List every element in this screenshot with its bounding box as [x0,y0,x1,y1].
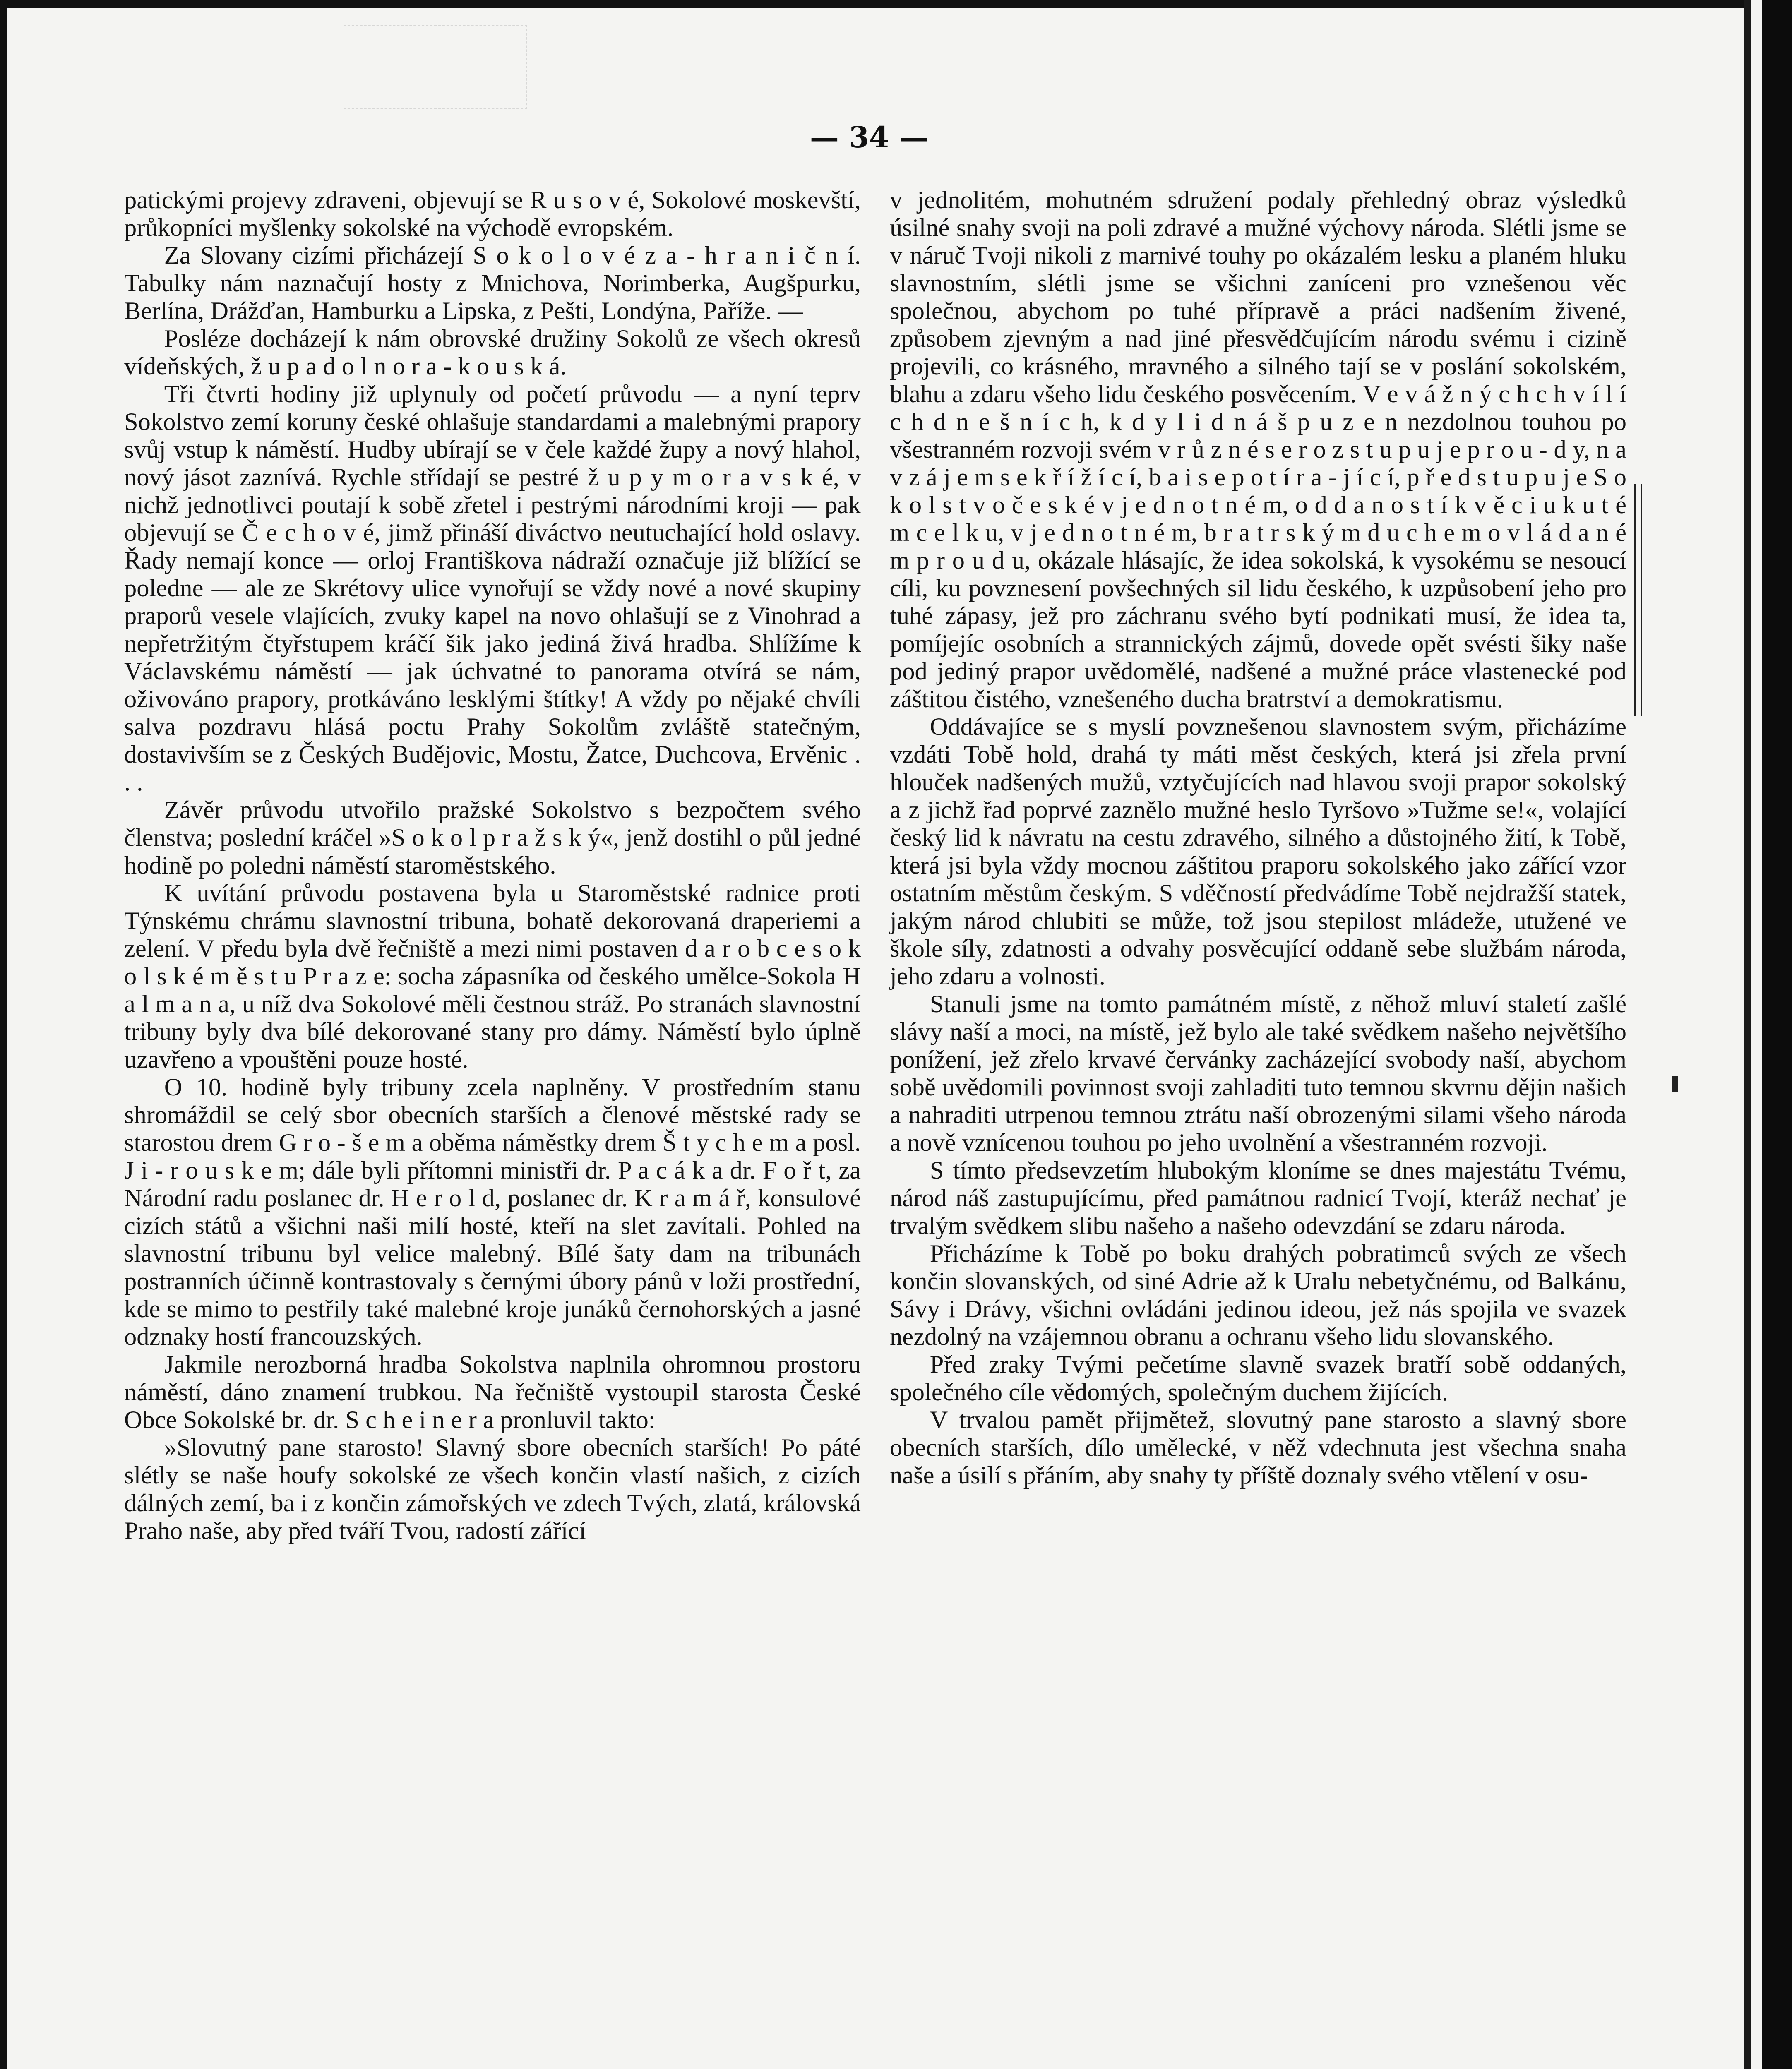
scan-border-right-line [1744,0,1751,2069]
scan-border-left [0,0,7,2069]
paragraph: v jednolitém, mohutném sdružení podaly přehledný obraz výsledků úsilné snahy svoji na poli zdravé a mužné výchovy národa. Slétli jsme se v náruč Tvoji nikoli z marnivé touhy po okázalém lesku a planém hluku slavnostním, slétli jsme se všichni zaníceni pro vznešenou věc společnou, abychom po tuhé přípravě a práci nadšením živené, způsobem zjevným a nad jiné přesvědčujícím národu svému i cizině projevili, co krásného, mravného a silného tají se v poslání sokolském, blahu a zdaru všeho lidu českého posvěcením. V e v á ž n ý c h c h v í l í c h d n e š n í c h, k d y l i d n á š p u z e n nezdolnou touhou po všestranném rozvoji svém v r ů z n é s e r o z s t u p u j e p r o u - d y, n a v z á j e m s e k ř í ž í c í, b a i s e p o t í r a - j í c í, p ř e d s t u p u j e S o k o l s t v o č e s k é v j e d n o t n é m, o d d a n o s t í k v ě c i u k u t é m c e l k u, v j e d n o t n é m, b r a t r s k ý m d u c h e m o v l á d a n é m p r o u d u, okázale hlásajíc, že idea sokolská, k vysokému se nesoucí cíli, ku povznesení povšechných sil lidu českého, k uzpůsobení jeho pro tuhé zápasy, jež pro záchranu svého bytí podnikati musí, že idea ta, pomíjejíc osobních a strannických zájmů, dovede opět svésti šiky naše pod jediný prapor uvědomělé, nadšené a mužné práce vlastenecké pod záštitou čistého, vznešeného ducha bratrství a demokratismu. [890,186,1626,713]
paragraph: Stanuli jsme na tomto památném místě, z něhož mluví staletí zašlé slávy naší a moci, na místě, jež bylo ale také svědkem našeho největšího ponížení, jež zřelo krvavé červánky zacházející svobody naší, abychom sobě uvědomili povinnost svoji zahladiti tuto temnou skvrnu dějin našich a nahraditi utrpenou temnou ztrátu naší obrozenými silami všeho národa a nově vznícenou touhou po jeho uvolnění a všestranném rozvoji. [890,990,1626,1157]
paragraph: V trvalou pamět přijmětež, slovutný pane starosto a slavný sbore obecních starších, dílo umělecké, v něž vdechnuta jest všechna snaha naše a úsilí s přáním, aby snahy ty příště doznaly svého vtělení v osu- [890,1406,1626,1489]
paragraph: »Slovutný pane starosto! Slavný sbore obecních starších! Po páté slétly se naše houfy sokolské ze všech končin vlastí našich, z cizích dálných zemí, ba i z končin zámořských ve zdech Tvých, zlatá, královská Praho naše, aby před tváří Tvou, radostí zářící [124,1434,861,1545]
paragraph: Jakmile nerozborná hradba Sokolstva naplnila ohromnou prostoru náměstí, dáno znamení trubkou. Na řečniště vystoupil starosta České Obce Sokolské br. dr. S c h e i n e r a pronluvil takto: [124,1351,861,1434]
paragraph: O 10. hodině byly tribuny zcela naplněny. V prostředním stanu shromáždil se celý sbor obecních starších a členové městské rady se starostou drem G r o - š e m a oběma náměstky drem Š t y c h e m a posl. J i - r o u s k e m; dále byli přítomni ministři dr. P a c á k a dr. F o ř t, za Národní radu poslanec dr. H e r o l d, poslanec dr. K r a m á ř, konsulové cizích států a všichni naši milí hosté, kteří na slet zavítali. Pohled na slavnostní tribunu byl velice malebný. Bílé šaty dam na tribunách postranních účinně kontrastovaly s černými úbory pánů v loži prostřední, kde se mimo to pestřily také malebné kroje junáků černohorských a jasné odznaky hostí francouzských. [124,1073,861,1351]
paragraph: Oddávajíce se s myslí povznešenou slavnostem svým, přicházíme vzdáti Tobě hold, drahá ty máti měst českých, která jsi zřela první hlouček nadšených mužů, vztyčujících nad hlavou svoji prapor sokolský a z jichž řad poprvé zaznělo mužné heslo Tyršovo »Tužme se!«, volající český lid k návratu na cestu zdravého, silného a důstojného žití, k Tobě, která jsi byla vždy mocnou záštitou praporu sokolského jako zářící vzor ostatním městům českým. S vděčností předvádíme Tobě nejdražší statek, jakým národ chlubiti se může, tož jsou stepilost mládeže, utužené ve škole síly, zdatnosti a odvahy posvěcující oddaně sebe službám národa, jeho zdaru a volnosti. [890,713,1626,990]
scan-border-right [1762,0,1792,2069]
margin-annotation-bar [1634,484,1642,716]
paragraph: S tímto předsevzetím hlubokým kloníme se dnes majestátu Tvému, národ náš zastupujícímu, před památnou radnicí Tvojí, kteráž nechať je trvalým svědkem slibu našeho a našeho odevzdání se zdaru národa. [890,1157,1626,1240]
paragraph: Za Slovany cizími přicházejí S o k o l o v é z a - h r a n i č n í. Tabulky nám naznačují hosty z Mnichova, Norimberka, Augšpurku, Berlína, Drážďan, Hamburku a Lipska, z Pešti, Londýna, Paříže. — [124,242,861,325]
right-text-column [890,186,1626,1489]
paragraph: Posléze docházejí k nám obrovské družiny Sokolů ze všech okresů vídeňských, ž u p a d o l n o r a - k o u s k á. [124,325,861,380]
margin-annotation-mark [1672,1076,1678,1092]
left-text-column [124,186,861,1545]
paragraph: K uvítání průvodu postavena byla u Staroměstské radnice proti Týnskému chrámu slavnostní tribuna, bohatě dekorovaná draperiemi a zelení. V předu byla dvě řečniště a mezi nimi postaven d a r o b c e s o k o l s k é m ě s t u P r a z e: socha zápasníka od českého umělce-Sokola H a l m a n a, u níž dva Sokolové měli čestnou stráž. Po stranách slavnostní tribuny byly dva bílé dekorované stany pro dámy. Náměstí bylo úplně uzavřeno a vpouštěni pouze hosté. [124,879,861,1073]
paragraph: patickými projevy zdraveni, objevují se R u s o v é, Sokolové moskevští, průkopníci myšlenky sokolské na východě evropském. [124,186,861,242]
paragraph: Závěr průvodu utvořilo pražské Sokolstvo s bezpočtem svého členstva; poslední kráčel »S o k o l p r a ž s k ý«, jenž dostihl o půl jedné hodině po poledni náměstí staroměstského. [124,796,861,879]
paragraph: Přicházíme k Tobě po boku drahých pobratimců svých ze všech končin slovanských, od siné Adrie až k Uralu nebetyčnému, od Balkánu, Sávy i Drávy, všichni ovládáni jedinou ideou, jež nás spojila ve svazek nezdolný na vzájemnou obranu a ochranu všeho lidu slovanského. [890,1240,1626,1351]
page-number: — 34 — [810,120,929,154]
scan-border-right-gap [1751,0,1762,2069]
faded-stamp-mark [344,25,527,109]
scan-border-top [0,0,1792,8]
paragraph: Tři čtvrti hodiny již uplynuly od početí průvodu — a nyní teprv Sokolstvo zemí koruny české ohlašuje standardami a malebnými prapory svůj vstup k náměstí. Hudby ubírají se v čele každé župy a nový hlahol, nový jásot zaznívá. Rychle střídají se pestré ž u p y m o r a v s k é, v nichž jednotlivci poutají k sobě zřetel i pestrými národními kroji — pak objevují se Č e c h o v é, jimž přináší diváctvo neutuchající hold oslavy. Řady nemají konce — orloj Františkova nádraží označuje již blížící se poledne — ale ze Skrétovy ulice vynořují se vždy nové a nové skupiny praporů vesele vlajících, zvuky kapel na novo ohlašují se z Vinohrad a nepřetržitým čtyřstupem kráčí šik jako jediná živá hradba. Shlížíme k Václavskému náměstí — jak úchvatné to panorama otvírá se nám, oživováno prapory, protkáváno lesklými štítky! A vždy po nějaké chvíli salva pozdravu hlásá poctu Prahy Sokolům zvláště statečným, dostavivším se z Českých Budějovic, Mostu, Žatce, Duchcova, Ervěnic . . . [124,380,861,796]
paragraph: Před zraky Tvými pečetíme slavně svazek bratří sobě oddaných, společného cíle vědomých, společným duchem žijících. [890,1351,1626,1406]
